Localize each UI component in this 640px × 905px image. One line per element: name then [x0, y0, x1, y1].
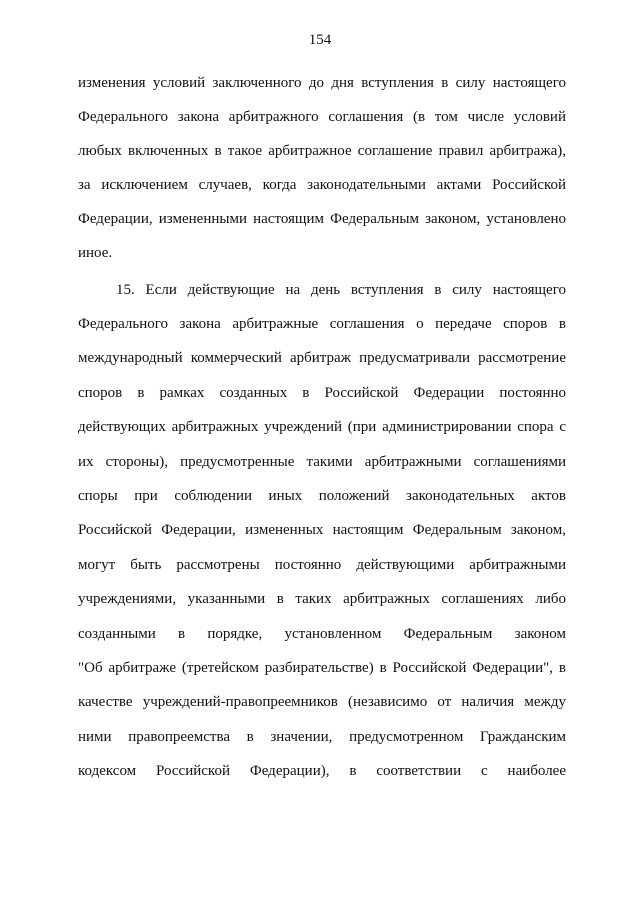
text-line: споров в рамках созданных в Российской Федерации постоянно — [78, 385, 566, 401]
text-line: изменения условий заключенного до дня вступления в силу настоящего — [78, 75, 566, 91]
text-line: за исключением случаев, когда законодательными актами Российской — [78, 177, 566, 193]
text-line: учреждениями, указанными в таких арбитражных соглашениях либо — [78, 591, 566, 607]
text-line: любых включенных в такое арбитражное соглашение правил арбитража), — [78, 143, 566, 159]
text-line: Российской Федерации, измененных настоящим Федеральным законом, — [78, 522, 566, 538]
text-line: Федерального закона арбитражного соглашения (в том числе условий — [78, 109, 566, 125]
text-line: "Об арбитраже (третейском разбирательстве) в Российской Федерации", в — [78, 660, 566, 676]
text-line: иное. — [78, 245, 113, 261]
page-number: 154 — [308, 32, 332, 48]
text-line: ними правопреемства в значении, предусмотренном Гражданским — [78, 729, 566, 745]
text-line: действующих арбитражных учреждений (при администрировании спора с — [78, 419, 566, 435]
text-line: Федерации, измененными настоящим Федеральным законом, установлено — [78, 211, 566, 227]
text-line: созданными в порядке, установленном Федеральным законом — [78, 626, 566, 642]
text-line: кодексом Российской Федерации), в соответствии с наиболее — [78, 763, 566, 779]
text-line: могут быть рассмотрены постоянно действующими арбитражными — [78, 557, 566, 573]
text-line: споры при соблюдении иных положений законодательных актов — [78, 488, 566, 504]
text-line: Федерального закона арбитражные соглашения о передаче споров в — [78, 316, 566, 332]
text-line: международный коммерческий арбитраж предусматривали рассмотрение — [78, 350, 566, 366]
text-line: их стороны), предусмотренные такими арбитражными соглашениями — [78, 454, 566, 470]
paragraph-start-line: 15. Если действующие на день вступления в силу настоящего — [116, 282, 566, 298]
text-line: качестве учреждений-правопреемников (независимо от наличия между — [78, 694, 566, 710]
